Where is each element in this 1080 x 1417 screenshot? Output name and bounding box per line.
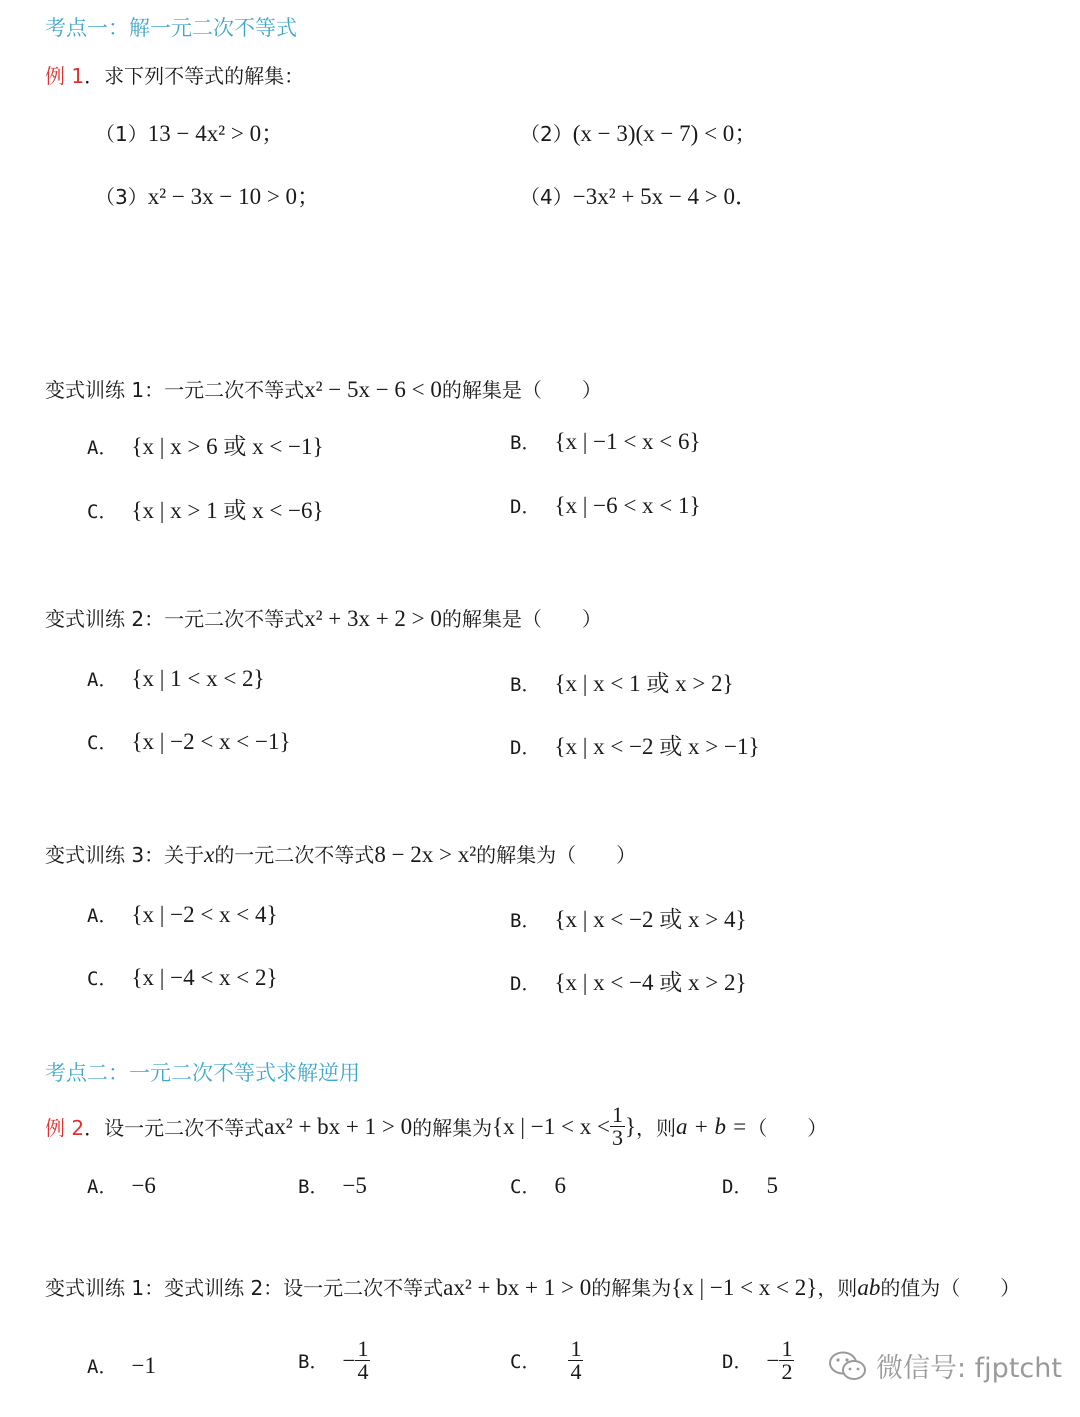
solution-set-right: }: [624, 1113, 636, 1139]
option-value: {x | 1 < x < 2}: [131, 666, 265, 691]
question-expression: ax² + bx + 1 > 0: [443, 1275, 592, 1300]
part-expression: x² − 3x − 10 > 0；: [147, 184, 321, 209]
option-letter: B．: [510, 674, 541, 696]
example-1-label: 例 1: [45, 64, 85, 88]
option-value: 1: [144, 1352, 156, 1378]
question-tail: ，则: [817, 1276, 858, 1300]
part-number: （4）: [520, 185, 573, 209]
option-value: 6: [554, 1173, 566, 1198]
question-suffix: 的解集是（ ）: [441, 607, 602, 631]
example-1-part-2: [520, 115, 757, 148]
practice-2-option-d[interactable]: [510, 728, 760, 761]
practice-4-option-b[interactable]: [298, 1338, 370, 1383]
watermark: [828, 1346, 1062, 1385]
practice-4-option-d[interactable]: [722, 1338, 794, 1383]
option-letter: D．: [510, 737, 541, 759]
option-value: {x | −6 < x < 1}: [554, 493, 701, 518]
option-letter: A．: [87, 905, 118, 927]
option-value: {x | x < −2 或 x > −1}: [554, 734, 760, 759]
option-letter: C．: [510, 1176, 541, 1198]
solution-set-left: {x | −1 < x <: [492, 1113, 610, 1139]
option-value: {x | −2 < x < 4}: [131, 902, 278, 927]
part-expression: −3x² + 5x − 4 > 0．: [572, 184, 759, 209]
question-suffix: 的值为（ ）: [880, 1276, 1021, 1300]
option-sign: −: [342, 1347, 356, 1373]
practice-4-option-a[interactable]: [87, 1352, 156, 1379]
practice-3-option-d[interactable]: [510, 964, 747, 997]
option-value: {x | −1 < x < 6}: [554, 429, 701, 454]
fraction-numerator: 1: [357, 1336, 369, 1361]
option-sign: −: [766, 1347, 780, 1373]
example-2-option-a[interactable]: [87, 1172, 156, 1199]
question-prefix: 变式训练 2：一元二次不等式: [45, 607, 305, 631]
option-letter: A．: [87, 669, 118, 691]
option-value: {x | x > 6 或 x < −1}: [131, 434, 324, 459]
option-value: −6: [131, 1173, 156, 1198]
question-prefix: 变式训练 1：一元二次不等式: [45, 378, 305, 402]
question-prefix: 变式训练 1：变式训练 2：设一元二次不等式: [45, 1276, 444, 1300]
practice-3-option-b[interactable]: [510, 901, 747, 934]
question-suffix: 的解集是（ ）: [441, 378, 602, 402]
option-value: {x | x < −4 或 x > 2}: [554, 970, 747, 995]
section-heading-1: 考点一：解一元二次不等式: [45, 16, 297, 40]
option-letter: D．: [510, 973, 541, 995]
option-letter: C．: [87, 732, 118, 754]
option-letter: D．: [722, 1351, 753, 1373]
question-mid: 的一元二次不等式: [214, 843, 375, 867]
example-2-question: [45, 1104, 827, 1149]
option-value: {x | −2 < x < −1}: [131, 729, 291, 754]
part-number: （2）: [520, 122, 573, 146]
practice-2-option-a[interactable]: [87, 665, 265, 692]
option-value: 5: [766, 1173, 778, 1198]
option-letter: B．: [510, 910, 541, 932]
wechat-icon: [828, 1350, 868, 1382]
practice-1-option-c[interactable]: [87, 492, 324, 525]
question-variable: x: [204, 842, 215, 867]
option-letter: A．: [87, 437, 118, 459]
practice-2-option-b[interactable]: [510, 665, 734, 698]
option-value: {x | x < −2 或 x > 4}: [554, 907, 747, 932]
practice-3-option-c[interactable]: [87, 964, 278, 991]
question-ask: ab: [857, 1275, 881, 1300]
question-text: ．设一元二次不等式: [84, 1116, 265, 1140]
practice-2-option-c[interactable]: [87, 728, 291, 755]
option-letter: A．: [87, 1356, 118, 1378]
practice-3-question: [45, 839, 636, 868]
question-expression: 8 − 2x > x²: [374, 842, 477, 867]
part-expression: (x − 3)(x − 7) < 0；: [572, 121, 758, 146]
option-letter: B．: [298, 1176, 329, 1198]
option-letter: C．: [510, 1351, 541, 1373]
practice-1-option-b[interactable]: [510, 428, 701, 455]
option-value: {x | x < 1 或 x > 2}: [554, 671, 734, 696]
fraction-denominator: 2: [781, 1359, 793, 1384]
option-value: −5: [342, 1173, 367, 1198]
section-heading-2: 考点二：一元二次不等式求解逆用: [45, 1061, 360, 1085]
practice-1-question: [45, 374, 602, 403]
part-expression: 13 − 4x² > 0；: [147, 121, 285, 146]
example-2-option-c[interactable]: [510, 1172, 566, 1199]
question-prefix: 变式训练 3：关于: [45, 843, 205, 867]
option-letter: D．: [510, 496, 541, 518]
fraction-denominator: 4: [357, 1359, 369, 1384]
fraction-denominator: 4: [570, 1359, 582, 1384]
option-letter: D．: [722, 1176, 753, 1198]
question-expression: x² + 3x + 2 > 0: [304, 606, 442, 631]
example-1-part-1: [95, 115, 284, 148]
example-1-part-4: [520, 178, 758, 211]
question-tail: ，则: [635, 1116, 676, 1140]
question-mid: 的解集为: [412, 1116, 493, 1140]
fraction-one-third: [610, 1104, 625, 1149]
option-letter: B．: [510, 432, 541, 454]
option-fraction: [355, 1338, 370, 1383]
example-2-option-d[interactable]: [722, 1172, 778, 1199]
option-letter: C．: [87, 501, 118, 523]
fraction-numerator: 1: [781, 1336, 793, 1361]
fraction-numerator: 1: [611, 1102, 623, 1127]
option-letter: C．: [87, 968, 118, 990]
option-fraction: [779, 1338, 794, 1383]
example-2-label: 例 2: [45, 1116, 85, 1140]
question-mid: 的解集为: [591, 1276, 672, 1300]
example-1-part-3: [95, 178, 320, 211]
practice-3-option-a[interactable]: [87, 901, 278, 928]
option-value: {x | x > 1 或 x < −6}: [131, 498, 324, 523]
option-value: {x | −4 < x < 2}: [131, 965, 278, 990]
example-1-text: ．求下列不等式的解集：: [84, 64, 305, 88]
answer-blank: （ ）: [747, 1116, 828, 1140]
option-sign: −: [131, 1352, 145, 1378]
question-ask: a + b =: [675, 1113, 748, 1139]
fraction-denominator: 3: [611, 1125, 623, 1150]
part-number: （1）: [95, 122, 148, 146]
option-letter: A．: [87, 1176, 118, 1198]
fraction-numerator: 1: [570, 1336, 582, 1361]
example-2-option-b[interactable]: [298, 1172, 367, 1199]
practice-1-option-d[interactable]: [510, 492, 701, 519]
part-number: （3）: [95, 185, 148, 209]
practice-4-question: [45, 1272, 1020, 1301]
option-fraction: [568, 1338, 583, 1383]
question-expression: x² − 5x − 6 < 0: [304, 377, 442, 402]
practice-4-option-c[interactable]: [510, 1338, 583, 1383]
option-letter: B．: [298, 1351, 329, 1373]
practice-1-option-a[interactable]: [87, 428, 324, 461]
watermark-text: 微信号: fjptcht: [876, 1353, 1062, 1384]
example-1-question: [45, 60, 304, 89]
practice-2-question: [45, 603, 602, 632]
question-expression: ax² + bx + 1 > 0: [264, 1113, 413, 1139]
solution-set: {x | −1 < x < 2}: [671, 1275, 818, 1300]
question-suffix: 的解集为（ ）: [476, 843, 637, 867]
